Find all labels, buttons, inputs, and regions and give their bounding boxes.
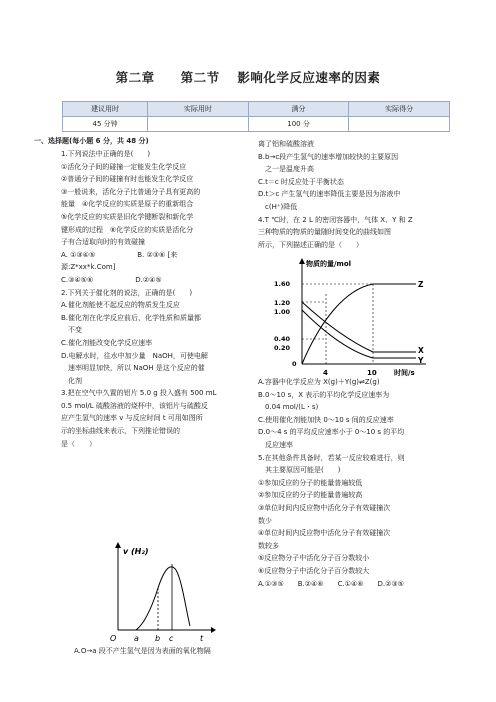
table-cell: 100 分	[248, 117, 349, 132]
left-line: 应产生氢气的速率 v 与反应时间 t 可用如图所	[61, 414, 203, 423]
label-o: O	[110, 634, 117, 643]
right-bottom-line: 其主要原因可能是( )	[258, 466, 341, 475]
right-bottom-line: ②参加反应的分子的能量普遍较高	[258, 491, 363, 500]
right-top-line: C.t＝c 时反应处于平衡状态	[258, 177, 344, 186]
right-top-line: c(H⁺)降低	[258, 202, 298, 211]
amount-time-graph	[266, 254, 436, 378]
right-bottom-line: 5.在其他条件具备时，若某一反应较难进行，则	[258, 453, 405, 462]
header-cell: 满分	[248, 102, 349, 117]
label-a: a	[134, 634, 139, 643]
label-c: c	[169, 634, 174, 643]
right-bottom-line: ④单位时间内反应物中活化分子有效碰撞次	[258, 529, 391, 538]
right-bottom-line: D.0～4 s 的平均反应速率小于 0～10 s 的平均	[258, 428, 405, 437]
left-line: 不变	[61, 326, 82, 335]
header-cell: 实际用时	[148, 102, 249, 117]
page-title: 第二章 第二节 影响化学反应速率的因素	[115, 70, 381, 85]
x-tick: 10	[367, 369, 377, 377]
right-top-line: 4.T ℃时，在 2 L 的密闭容器中，气体 X、Y 和 Z	[258, 215, 413, 224]
rate-time-graph	[96, 540, 216, 645]
left-line: 能量 ④化学反应的实质是原子的重新组合	[61, 200, 194, 209]
table-cell: 45 分钟	[63, 117, 148, 132]
series-x-label: X	[418, 346, 424, 355]
left-line: 2.下列关于催化剂的说法，正确的是( )	[61, 288, 193, 297]
graph2-xlabel: 时间/s	[394, 369, 415, 377]
right-top-line: 所示，下列描述正确的是（ ）	[258, 240, 363, 249]
info-table	[62, 101, 450, 132]
left-line: 3.把在空气中久置的铝片 5.0 g 投入盛有 500 mL	[61, 389, 217, 398]
table-header-row	[63, 102, 450, 117]
y-tick: 0	[292, 360, 297, 368]
left-line: C.催化剂能改变化学反应速率	[61, 338, 153, 347]
right-bottom-line: ⑤反应物分子中活化分子百分数较小	[258, 554, 370, 563]
table-cell	[349, 117, 450, 132]
right-top-line: 离了铝和硫酸溶液	[258, 140, 314, 148]
right-bottom-line: A.容器中化学反应为 X(g)＋Y(g)⇌Z(g)	[258, 378, 380, 386]
right-bottom-line: ③单位时间内反应物中活化分子有效碰撞次	[258, 503, 391, 512]
y-axis-arrow	[115, 542, 121, 548]
x-axis-arrow	[211, 627, 216, 633]
right-question-text-lower	[258, 376, 405, 590]
right-bottom-line: 0.04 mol/(L・s)	[258, 403, 319, 412]
y-axis-arrow	[299, 258, 305, 264]
right-top-line: D.t＞c 产生氢气的速率降低主要是因为溶液中	[258, 190, 401, 199]
right-bottom-line: C.使用催化剂能加快 0～10 s 间的反应速率	[258, 415, 394, 424]
right-bottom-line: A.①③⑤ B.②④⑥ C.①④⑥ D.②③⑤	[258, 579, 404, 588]
option-a-text: A.O→a 段不产生氢气是因为表面的氧化物隔	[74, 647, 211, 655]
left-line: 速率明显加快，所以 NaOH 是这个反应的催	[61, 364, 205, 373]
left-line: 0.5 mol/L 硫酸溶液的烧杯中，该铝片与硫酸反	[61, 401, 208, 410]
label-b: b	[155, 634, 161, 643]
left-line: 1.下列说法中正确的是( )	[61, 150, 151, 158]
y-tick: 1.00	[274, 308, 291, 316]
right-question-text	[258, 138, 413, 251]
label-t: t	[200, 634, 204, 643]
right-bottom-line: 数少	[258, 516, 272, 525]
y-tick: 0.40	[274, 335, 291, 343]
rate-curve	[136, 567, 190, 630]
right-top-line: B.b→c段产生氢气的速率增加较快的主要原因	[258, 152, 399, 161]
right-bottom-line: B.0～10 s，X 表示的平均化学反应速率为	[258, 390, 390, 399]
left-line: 源:Z*xx*k.Com]	[61, 263, 116, 272]
left-line: A. ①③④⑤ B. ②③⑥ [来	[61, 250, 178, 259]
right-bottom-line: ①参加反应的分子的能量普遍较低	[258, 478, 363, 487]
header-cell: 建议用时	[63, 102, 148, 117]
x-tick: 4	[323, 369, 328, 377]
series-x-curve	[302, 302, 416, 352]
left-line: D.电解水时，往水中加少量 NaOH，可使电解	[61, 351, 208, 360]
series-z-label: Z	[418, 280, 424, 289]
right-bottom-line: 反应速率	[258, 440, 293, 449]
left-line: ①活化分子间的碰撞一定能发生化学反应	[61, 162, 187, 171]
section-heading: 一、选择题(每小题 6 分，共 48 分)	[34, 137, 149, 145]
left-line: ⑤化学反应的实质是旧化学键断裂和新化学	[61, 212, 194, 221]
left-line: ②普通分子间的碰撞有时也能发生化学反应	[61, 175, 194, 184]
y-tick: 1.60	[274, 280, 291, 288]
left-line: 键形成的过程 ⑥化学反应的实质是活化分	[61, 225, 194, 234]
graph2-ylabel: 物质的量/mol	[306, 260, 352, 268]
left-question-text	[61, 148, 216, 450]
left-line: ③一般说来，活化分子比普通分子具有更高的	[61, 187, 201, 196]
y-tick: 1.20	[274, 299, 291, 307]
right-top-line: 三种物质的物质的量随时间变化的曲线如图	[258, 228, 391, 237]
right-bottom-line: 数较多	[258, 541, 279, 550]
left-line: 子有合适取向时的有效碰撞	[61, 238, 145, 247]
header-cell: 实际得分	[349, 102, 450, 117]
left-line: 示的坐标曲线来表示，下列推论错误的	[61, 427, 180, 436]
graph1-ylabel: v (H₂)	[123, 547, 149, 556]
left-line: A.催化剂能使不起反应的物质发生反应	[61, 301, 180, 310]
y-tick: 0.20	[274, 344, 291, 352]
right-bottom-line: ⑥反应物分子中活化分子百分数较大	[258, 566, 370, 575]
left-line: 化剂	[61, 376, 82, 385]
left-line: 是（ ）	[61, 439, 96, 448]
series-y-label: Y	[418, 356, 424, 365]
table-cell	[148, 117, 249, 132]
left-line: B.催化剂在化学反应前后，化学性质和质量都	[61, 313, 202, 322]
table-row	[63, 117, 450, 132]
left-line: C.③④⑤⑥ D.②④⑤	[61, 275, 162, 284]
right-top-line: 之一是温度升高	[258, 165, 314, 174]
